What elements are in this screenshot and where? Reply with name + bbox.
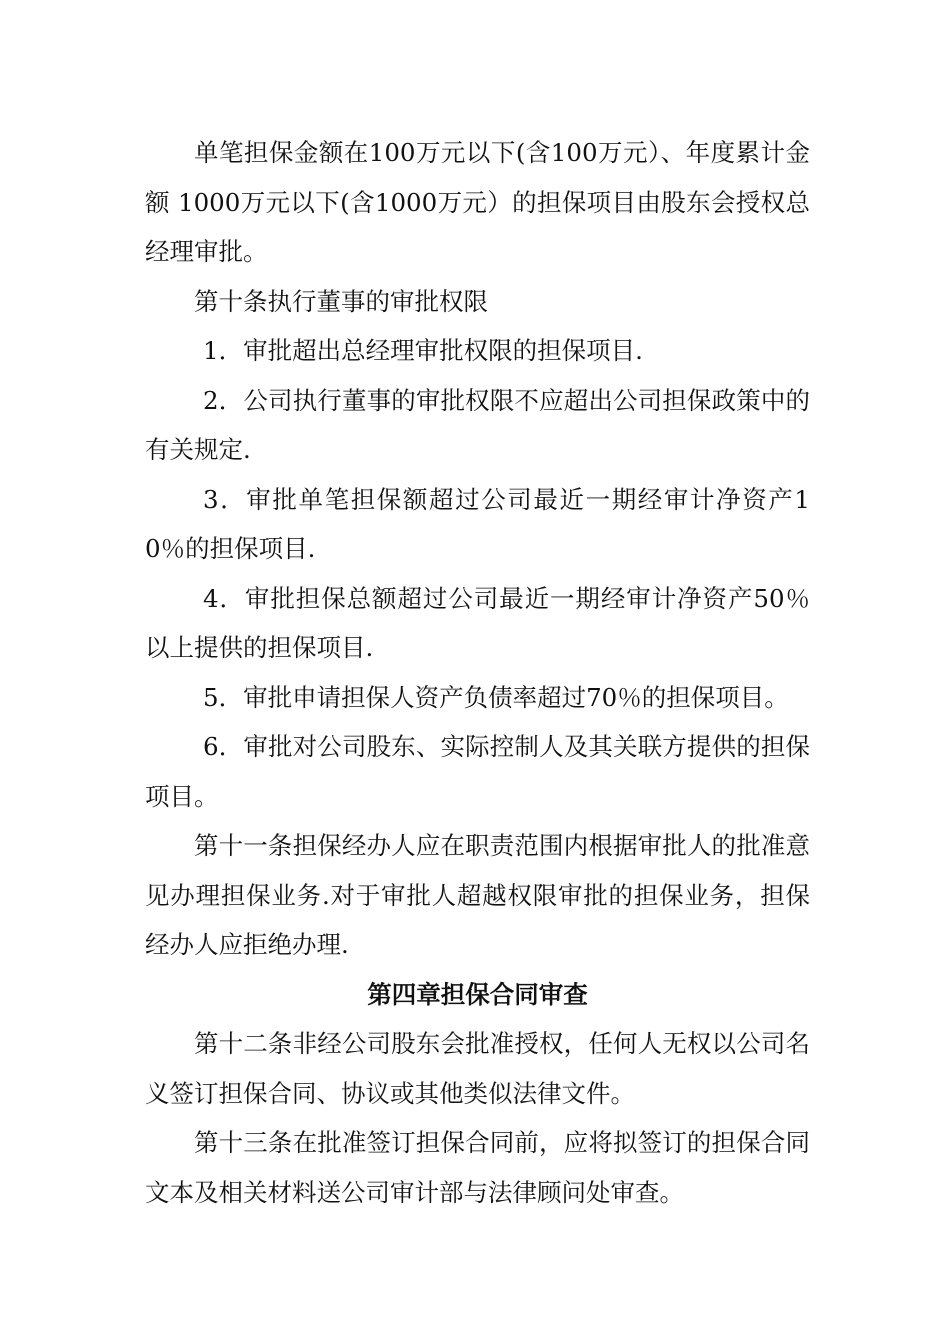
article-10-title: 第十条执行董事的审批权限 <box>194 286 488 316</box>
article-11: 第十一条担保经办人应在职责范围内根据审批人的批准意见办理担保业务.对于审批人超越权限审批的担保业务，担保经办人应拒绝办理. <box>145 831 810 959</box>
paragraph-guarantee-limit: 单笔担保金额在100万元以下(含100万元）、年度累计金额 1000万元以下(含1000万元）的担保项目由股东会授权总经理审批。 <box>145 138 810 266</box>
list-item-3: 3．审批单笔担保额超过公司最近一期经审计净资产10％的担保项目. <box>145 484 810 563</box>
list-item-1: 1．审批超出总经理审批权限的担保项目. <box>203 336 643 365</box>
list-item-5: 5．审批申请担保人资产负债率超过70％的担保项目。 <box>203 682 789 712</box>
list-item-4: 4．审批担保总额超过公司最近一期经审计净资产50％以上提供的担保项目. <box>145 583 810 662</box>
list-item-2: 2．公司执行董事的审批权限不应超出公司担保政策中的有关规定. <box>145 385 810 464</box>
article-12: 第十二条非经公司股东会批准授权，任何人无权以公司名义签订担保合同、协议或其他类似法律文件。 <box>145 1029 810 1108</box>
document-body <box>145 128 810 1217</box>
list-item-6: 6．审批对公司股东、实际控制人及其关联方提供的担保项目。 <box>145 732 810 811</box>
chapter-4-heading: 第四章担保合同审查 <box>367 979 588 1009</box>
article-13: 第十三条在批准签订担保合同前，应将拟签订的担保合同文本及相关材料送公司审计部与法律顾问处审查。 <box>145 1128 810 1207</box>
